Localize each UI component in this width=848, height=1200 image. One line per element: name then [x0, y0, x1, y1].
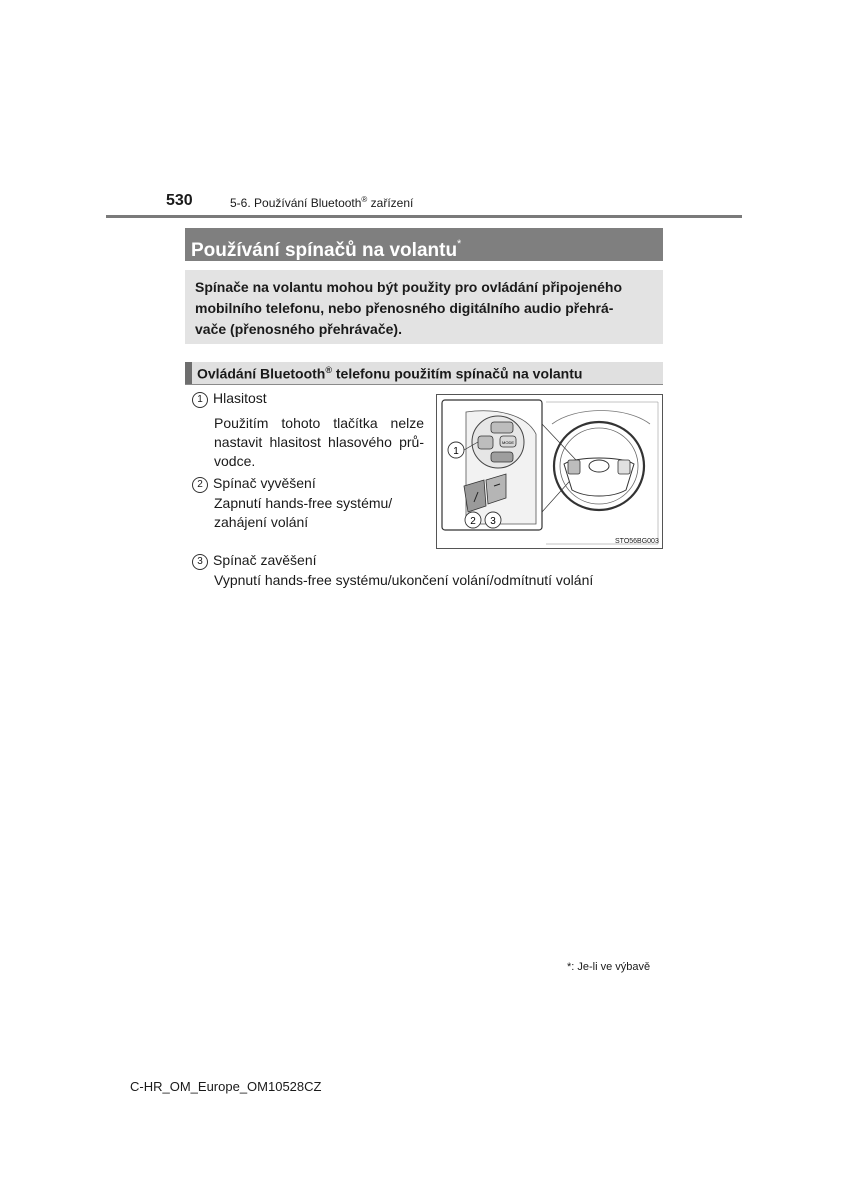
- section-path: [230, 195, 413, 210]
- volume-up-button: [491, 422, 513, 433]
- page-title: [185, 228, 663, 261]
- subheading-text: [197, 365, 582, 382]
- header-rule: [106, 215, 742, 218]
- figure-code: STO56BG003: [615, 538, 659, 545]
- item-number: 3: [192, 554, 208, 570]
- page-title-asterisk: *: [457, 238, 462, 250]
- wheel-switch-left: [568, 460, 580, 474]
- intro-box: [185, 270, 663, 344]
- section-prefix: 5-6. Používání Bluetooth: [230, 196, 362, 210]
- item-description: [214, 494, 392, 532]
- desc-line: Použitím tohoto tlačítka nelze: [214, 415, 424, 431]
- footnote-mark: *: [567, 961, 572, 973]
- wheel-switch-right: [618, 460, 630, 474]
- footnote: [567, 961, 650, 973]
- callout-1-label: 1: [453, 446, 459, 457]
- item-title: Spínač zavěšení: [213, 552, 317, 568]
- item-description: [214, 571, 593, 590]
- subheading-prefix: Ovládání Bluetooth: [197, 365, 326, 382]
- document-id: C-HR_OM_Europe_OM10528CZ: [130, 1079, 322, 1094]
- page-number: 530: [166, 192, 193, 209]
- steering-switch-figure: [436, 394, 663, 549]
- intro-line: vače (přenosného přehrávače).: [195, 321, 402, 337]
- intro-line: mobilního telefonu, nebo přenosného digitálního audio přehrá-: [195, 300, 614, 316]
- subheading-suffix: telefonu použitím spínačů na volantu: [331, 365, 583, 382]
- subheading-accent: [185, 362, 192, 384]
- item-title: Hlasitost: [213, 390, 267, 406]
- item-title: Spínač vyvěšení: [213, 475, 316, 491]
- volume-down-button: [478, 436, 493, 449]
- desc-line: zahájení volání: [214, 514, 309, 530]
- footnote-text: : Je-li ve výbavě: [571, 961, 651, 973]
- page-title-text: Používání spínačů na volantu: [191, 240, 458, 261]
- section-suffix: zařízení: [367, 196, 414, 210]
- item-description: [214, 414, 424, 471]
- subheading: [185, 362, 663, 385]
- off-hook-button: [464, 480, 486, 512]
- subheading-reg-mark: ®: [325, 365, 332, 375]
- list-item-volume: [192, 390, 267, 408]
- list-item-off-hook: [192, 475, 316, 493]
- desc-line: nastavit hlasitost hlasového prů-: [214, 434, 424, 450]
- list-item-on-hook: [192, 552, 317, 570]
- back-button: [491, 452, 513, 462]
- item-number: 1: [192, 392, 208, 408]
- desc-line: Zapnutí hands-free systému/: [214, 495, 393, 511]
- intro-line: Spínače na volantu mohou být použity pro ovládání připojeného: [195, 279, 623, 295]
- item-number: 2: [192, 477, 208, 493]
- section-reg-mark: ®: [361, 195, 368, 204]
- callout-3-label: 3: [490, 516, 496, 527]
- desc-line: Vypnutí hands-free systému/ukončení volání/odmítnutí volání: [214, 572, 594, 588]
- desc-line: vodce.: [214, 453, 256, 469]
- mode-label: MODE: [502, 440, 514, 445]
- callout-2-label: 2: [470, 516, 476, 527]
